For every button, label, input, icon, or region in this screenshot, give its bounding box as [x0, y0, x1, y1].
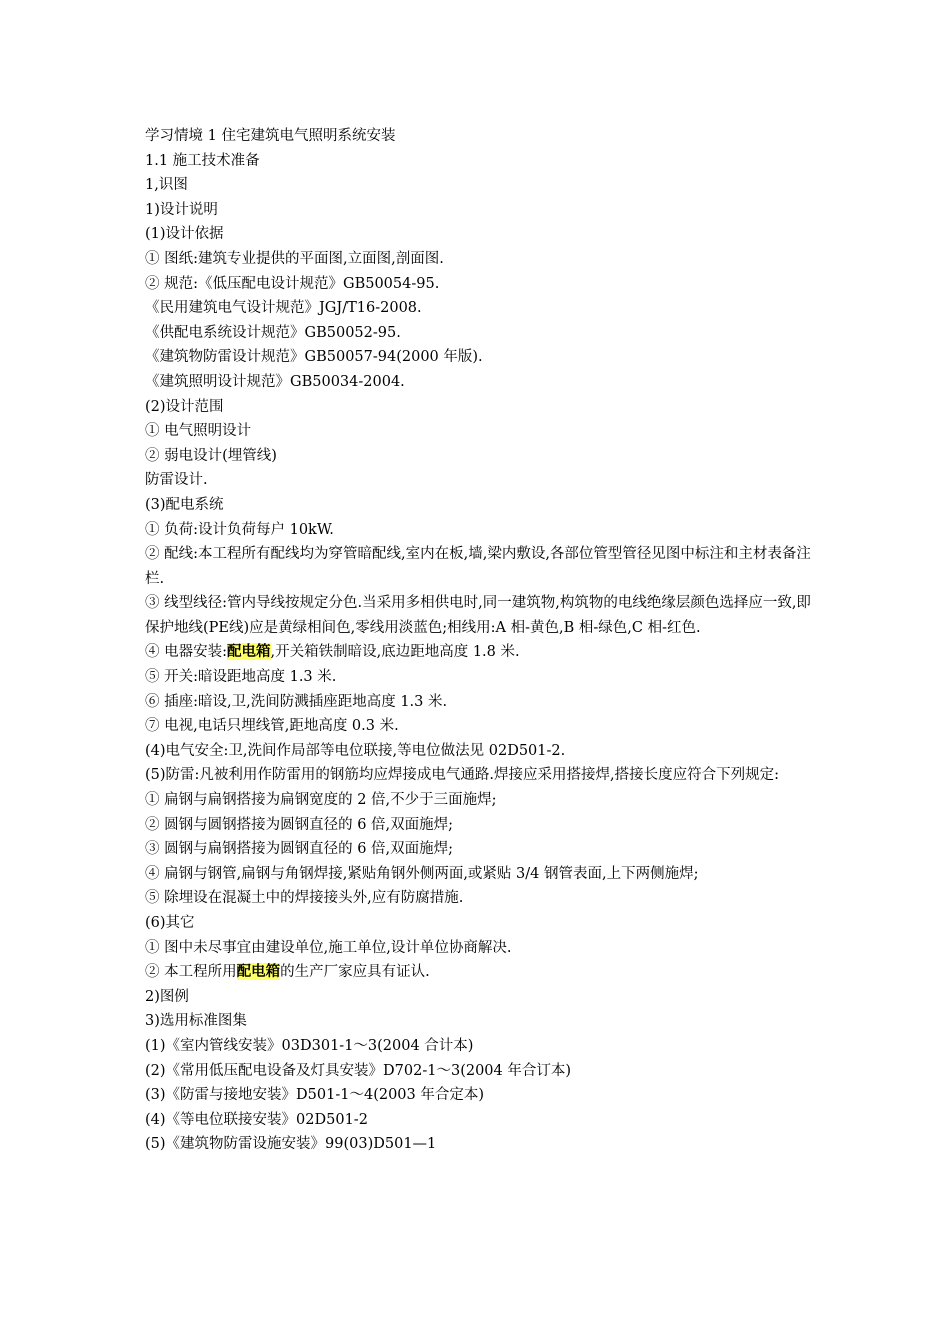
text-line: (4)电气安全:卫,洗间作局部等电位联接,等电位做法见 02D501-2.: [145, 742, 566, 759]
text-segment: 的生产厂家应具有证认.: [280, 964, 430, 981]
subsection-heading: 1,识图: [145, 177, 188, 194]
highlighted-term: 配电箱: [236, 963, 281, 981]
text-line: ① 扁钢与扁钢搭接为扁钢宽度的 2 倍,不少于三面施焊;: [145, 792, 497, 809]
text-line: ① 图纸:建筑专业提供的平面图,立面图,剖面图.: [145, 250, 444, 267]
text-line: [145, 960, 815, 985]
item-heading: 1)设计说明: [145, 201, 218, 218]
text-segment: ④ 电器安装:: [145, 644, 227, 661]
item-heading: 2)图例: [145, 988, 189, 1005]
text-line: ② 圆钢与圆钢搭接为圆钢直径的 6 倍,双面施焊;: [145, 816, 454, 833]
chapter-title: 学习情境 1 住宅建筑电气照明系统安装: [145, 128, 396, 144]
item-heading: (3)配电系统: [145, 496, 224, 513]
item-heading: (2)设计范围: [145, 398, 224, 415]
text-line: ① 负荷:设计负荷每户 10kW.: [145, 521, 334, 538]
text-line: 《建筑照明设计规范》GB50034-2004.: [145, 373, 405, 390]
item-heading: (1)设计依据: [145, 226, 224, 243]
text-segment: ② 本工程所用: [145, 964, 237, 981]
highlighted-term: 配电箱: [227, 643, 271, 661]
text-line: ⑤ 除埋设在混凝土中的焊接接头外,应有防腐措施.: [145, 890, 464, 907]
text-line: ⑦ 电视,电话只埋线管,距地高度 0.3 米.: [145, 718, 399, 735]
text-line: (5)《建筑物防雷设施安装》99(03)D501—1: [145, 1136, 437, 1153]
text-line: 《民用建筑电气设计规范》JGJ/T16-2008.: [145, 300, 422, 317]
text-line: (4)《等电位联接安装》02D501-2: [145, 1111, 368, 1128]
text-line: [145, 640, 815, 665]
text-line: 《建筑物防雷设计规范》GB50057-94(2000 年版).: [145, 349, 483, 366]
item-heading: (6)其它: [145, 915, 195, 931]
text-line: ② 弱电设计(埋管线): [145, 447, 277, 464]
text-line: ③ 圆钢与扁钢搭接为圆钢直径的 6 倍,双面施焊;: [145, 841, 454, 858]
text-line: (1)《室内管线安装》03D301-1～3(2004 合计本): [145, 1037, 474, 1054]
text-line: ① 图中未尽事宜由建设单位,施工单位,设计单位协商解决.: [145, 939, 512, 956]
document-body: [145, 124, 815, 1157]
text-line: 《供配电系统设计规范》GB50052-95.: [145, 324, 401, 341]
text-line: (2)《常用低压配电设备及灯具安装》D702-1～3(2004 年合订本): [145, 1062, 572, 1079]
item-heading: 3)选用标准图集: [145, 1013, 247, 1030]
text-line: 防雷设计.: [145, 472, 208, 489]
text-line: (3)《防雷与接地安装》D501-1～4(2003 年合定本): [145, 1087, 485, 1104]
text-line: ④ 扁钢与钢管,扁钢与角钢焊接,紧贴角钢外侧两面,或紧贴 3/4 钢管表面,上下两侧施焊;: [145, 865, 699, 882]
text-paragraph: ③ 线型线径:管内导线按规定分色.当采用多相供电时,同一建筑物,构筑物的电线绝缘层颜色选择应一致,即保护地线(PE线)应是黄绿相间色,零线用淡蓝色;相线用:A 相-黄色,B 相-绿色,C 相-红色.: [145, 595, 811, 636]
text-paragraph: ② 配线:本工程所有配线均为穿管暗配线,室内在板,墙,梁内敷设,各部位管型管径见图中标注和主材表备注栏.: [145, 546, 811, 587]
text-line: ⑥ 插座:暗设,卫,洗间防溅插座距地高度 1.3 米.: [145, 693, 448, 710]
text-paragraph: (5)防雷:凡被利用作防雷用的钢筋均应焊接成电气通路.焊接应采用搭接焊,搭接长度应符合下列规定:: [145, 767, 780, 784]
text-segment: ,开关箱铁制暗设,底边距地高度 1.8 米.: [270, 644, 520, 661]
section-heading: 1.1 施工技术准备: [145, 152, 260, 169]
text-line: ① 电气照明设计: [145, 423, 252, 440]
text-line: ⑤ 开关:暗设距地高度 1.3 米.: [145, 669, 337, 686]
text-line: ② 规范:《低压配电设计规范》GB50054-95.: [145, 275, 440, 292]
